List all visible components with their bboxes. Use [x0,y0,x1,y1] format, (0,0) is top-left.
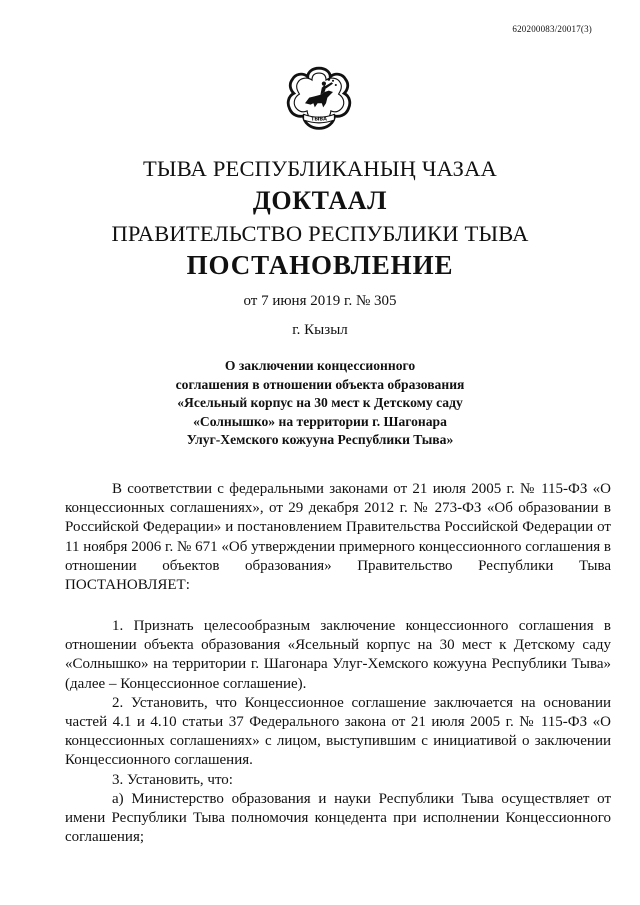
item-paragraph: 2. Установить, что Концессионное соглашение заключается на основании частей 4.1 и 4.10 статьи 37 Федерального закона от 21 июля 2005 г. № 115-ФЗ «О концессионных соглашениях» с лицом, выступившим с инициативой о заключении Концессионного соглашения. [65,694,611,769]
document-number: 620200083/20017(3) [512,24,592,34]
preamble-paragraph: В соответствии с федеральными законами от 21 июля 2005 г. № 115-ФЗ «О концессионных соглашениях», от 29 декабря 2012 г. № 273-ФЗ «Об образовании в Российской Федерации» и постановлением Правительства Российской Федерации от 11 ноября 2006 г. № 671 «Об утверждении примерного концессионного соглашения в отношении объектов образования» Правительство Республики Тыва ПОСТАНОВЛЯЕТ: [65,481,611,594]
resolution-items [65,617,611,847]
russian-government-name: ПРАВИТЕЛЬСТВО РЕСПУБЛИКИ ТЫВА [111,221,529,246]
tyva-coat-of-arms-icon [284,64,354,134]
item-paragraph: 3. Установить, что: [112,771,233,788]
tuvan-document-type: ДОКТААЛ [252,186,388,215]
preamble-block [65,480,611,595]
title-line: О заключении концессионного [224,358,416,373]
item-paragraph: а) Министерство образования и науки Республики Тыва осуществляет от имени Республики Тыва полномочия концедента при исполнении Концессионного соглашения; [65,790,611,846]
title-line: соглашения в отношении объекта образования [175,376,465,392]
resolution-title [0,357,640,450]
title-line: «Ясельный корпус на 30 мест к Детскому саду [177,395,463,411]
resolution-city: г. Кызыл [292,322,348,338]
tuvan-government-name: ТЫВА РЕСПУБЛИКАНЫҢ ЧАЗАА [142,156,498,181]
title-line: Улуг-Хемского кожууна Республики Тыва» [186,432,454,448]
title-line: «Солнышко» на территории г. Шагонара [193,413,447,429]
russian-document-type: ПОСТАНОВЛЕНИЕ [186,250,454,280]
resolution-date-number: от 7 июня 2019 г. № 305 [243,293,397,309]
emblem-banner-label: ТЫВА [311,116,327,123]
item-paragraph: 1. Признать целесообразным заключение концессионного соглашения в отношении объекта образования «Ясельный корпус на 30 мест к Детскому саду «Солнышко» на территории г. Шагонара Улуг-Хемского кожууна Республики Тыва» (далее – Концессионное соглашение). [65,618,611,692]
